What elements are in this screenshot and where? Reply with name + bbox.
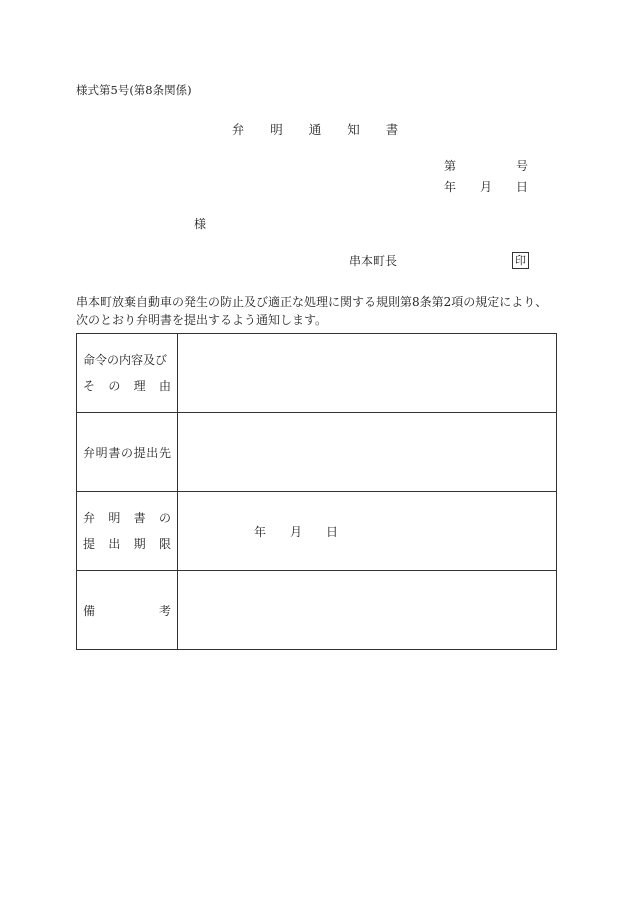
- sender-name: 串本町長: [349, 254, 398, 268]
- deadline-date: [178, 523, 556, 540]
- label-text: 命令の内容及び: [83, 353, 168, 367]
- title-char: 通: [308, 122, 322, 137]
- label-line: [83, 602, 171, 619]
- date-day: 日: [516, 180, 529, 194]
- label-char: 書: [133, 511, 146, 525]
- remarks-field[interactable]: [178, 571, 557, 650]
- label-char: 期: [133, 537, 146, 551]
- addressee-honorific: 様: [194, 217, 207, 231]
- label-char: の: [120, 445, 133, 460]
- document-title: [0, 124, 630, 137]
- notice-table: [76, 333, 557, 650]
- row-label-remarks: [77, 571, 178, 650]
- submission-deadline-field[interactable]: [178, 492, 557, 571]
- label-char: 理: [133, 379, 146, 393]
- row-label-order-reason: [77, 334, 178, 413]
- title-char: 書: [385, 122, 399, 137]
- table-row: [77, 334, 557, 413]
- label-char: 考: [158, 603, 171, 618]
- label-char: 弁: [83, 445, 96, 460]
- label-line: [83, 347, 171, 373]
- table-row: [77, 571, 557, 650]
- label-line: [83, 373, 171, 399]
- label-char: 明: [108, 511, 121, 525]
- label-char: 弁: [83, 511, 96, 525]
- number-prefix: 第: [444, 159, 457, 173]
- label-line: [83, 505, 171, 531]
- body-paragraph: 串本町放棄自動車の発生の防止及び適正な処理に関する規則第8条第2項の規定により、次のとおり弁明書を提出するよう通知します。: [76, 295, 548, 327]
- label-char: 限: [158, 537, 171, 551]
- row-label-submission-destination: [77, 413, 178, 492]
- label-char: 提: [83, 537, 96, 551]
- label-char: そ: [83, 379, 96, 393]
- number-suffix: 号: [515, 159, 528, 173]
- table-row: [77, 492, 557, 571]
- label-char: 由: [158, 379, 171, 393]
- date-year: 年: [444, 180, 457, 194]
- label-char: 出: [108, 537, 121, 551]
- table-row: [77, 413, 557, 492]
- label-char: 出: [146, 445, 159, 460]
- label-line: [83, 531, 171, 557]
- submission-destination-field[interactable]: [178, 413, 557, 492]
- row-label-submission-deadline: [77, 492, 178, 571]
- label-char: 提: [133, 445, 146, 460]
- deadline-month: 月: [290, 524, 303, 539]
- label-char: の: [158, 511, 171, 525]
- form-style-label: 様式第5号(第8条関係): [76, 83, 192, 97]
- label-char: 備: [83, 603, 96, 618]
- title-char: 知: [347, 122, 360, 137]
- label-char: の: [108, 379, 121, 393]
- title-char: 弁: [231, 122, 245, 137]
- seal-box: 印: [512, 252, 529, 269]
- deadline-year: 年: [254, 524, 267, 539]
- title-char: 明: [270, 122, 283, 137]
- label-line: [83, 444, 171, 461]
- order-reason-field[interactable]: [178, 334, 557, 413]
- deadline-day: 日: [326, 524, 339, 539]
- label-char: 先: [158, 445, 171, 460]
- label-char: 明: [95, 445, 108, 460]
- date-month: 月: [480, 180, 493, 194]
- label-char: 書: [108, 445, 121, 460]
